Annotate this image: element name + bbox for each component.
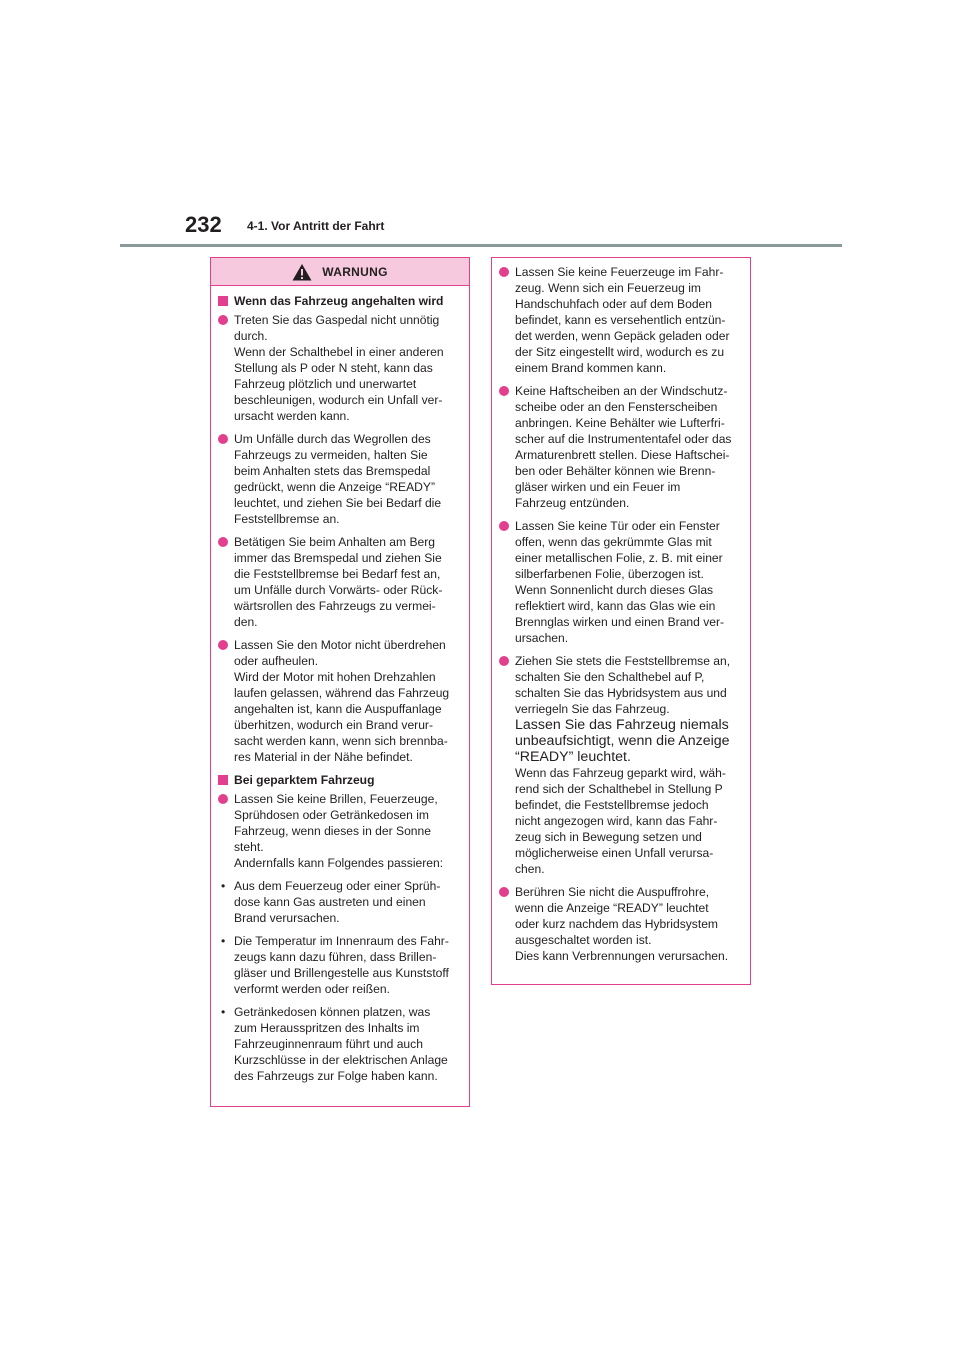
list-item: Lassen Sie keine Tür oder ein Fenster offen, wenn das gekrümmte Glas mit einer metallischen Folie, z. B. mit einer silberfarbenen Folie, überzogen ist. Wenn Sonnenlicht durch dieses Glas reflektiert wird, kann das Glas wie ein Brennglas wirken und einen Brand ver- ursachen. <box>499 518 742 646</box>
square-bullet-icon <box>218 775 228 785</box>
dot-bullet-icon: • <box>221 934 226 948</box>
list-item: Treten Sie das Gaspedal nicht unnötig durch. Wenn der Schalthebel in einer anderen Stellung als P oder N steht, kann das Fahrzeug plötzlich und unerwartet beschleunigen, wodurch ein Unfall ver- ursacht werden kann. <box>218 312 461 424</box>
circle-bullet-icon <box>218 537 228 547</box>
list-item: Betätigen Sie beim Anhalten am Berg immer das Bremspedal und ziehen Sie die Feststellbremse bei Bedarf fest an, um Unfälle durch Vorwärts- oder Rück- wärtsrollen des Fahrzeugs zu vermei- den. <box>218 534 461 630</box>
dot-bullet-icon: • <box>221 879 226 893</box>
warning-header <box>211 258 469 286</box>
circle-bullet-icon <box>499 521 509 531</box>
sub-list-item: • Getränkedosen können platzen, was zum Herausspritzen des Inhalts im Fahrzeuginnenraum führt und auch Kurzschlüsse in der elektrischen Anlage des Fahrzeugs zur Folge haben kann. <box>221 1005 448 1083</box>
circle-bullet-icon <box>499 887 509 897</box>
circle-bullet-icon <box>218 794 228 804</box>
page-number: 232 <box>185 212 222 237</box>
circle-bullet-icon <box>499 656 509 666</box>
section-title: 4-1. Vor Antritt der Fahrt <box>247 219 385 233</box>
list-item: Keine Haftscheiben an der Windschutz- scheibe oder an den Fensterscheiben anbringen. Keine Behälter wie Lufterfri- scher auf die Instrumententafel oder das Armaturenbrett stellen. Diese Haftschei- ben oder Behälter können wie Brenn- gläser wirken und ein Feuer im Fahrzeug entzünden. <box>499 383 742 511</box>
warning-triangle-icon <box>292 263 312 281</box>
warning-box-right <box>491 257 751 985</box>
list-item: Um Unfälle durch das Wegrollen des Fahrzeugs zu vermeiden, halten Sie beim Anhalten stets das Bremspedal gedrückt, wenn die Anzeige “READY” leuchtet, und ziehen Sie bei Bedarf die Feststellbremse an. <box>218 431 461 527</box>
list-item: Ziehen Sie stets die Feststellbremse an, schalten Sie den Schalthebel auf P, schalten Sie das Hybridsystem aus und verriegeln Sie das Fahrzeug. Lassen Sie das Fahrzeug niemals unbeaufsichtigt, wenn die Anzeige “READY” leuchtet. Wenn das Fahrzeug geparkt wird, wäh- rend sich der Schalthebel in Stellung P befindet, die Feststellbremse jedoch nicht angezogen wird, kann das Fahr- zeug sich in Bewegung setzen und möglicherweise einen Unfall verursa- chen. <box>499 653 742 877</box>
list-item: Lassen Sie keine Brillen, Feuerzeuge, Sprühdosen oder Getränkedosen im Fahrzeug, wenn dieses in der Sonne steht. Andernfalls kann Folgendes passieren: <box>218 791 461 871</box>
circle-bullet-icon <box>218 434 228 444</box>
circle-bullet-icon <box>499 267 509 277</box>
list-item: Berühren Sie nicht die Auspuffrohre, wenn die Anzeige “READY” leuchtet oder kurz nachdem das Hybridsystem ausgeschaltet worden ist. Dies kann Verbrennungen verursachen. <box>499 884 742 964</box>
warning-title: WARNUNG <box>322 264 388 279</box>
circle-bullet-icon <box>499 386 509 396</box>
square-bullet-icon <box>218 296 228 306</box>
dot-bullet-icon: • <box>221 1005 226 1019</box>
subheading-parked: Bei geparktem Fahrzeug <box>218 772 461 788</box>
list-item: Lassen Sie den Motor nicht überdrehen oder aufheulen. Wird der Motor mit hohen Drehzahlen laufen gelassen, während das Fahrzeug angehalten ist, kann die Auspuffanlage überhitzen, wodurch ein Brand verur- sacht werden kann, wenn sich brennba- res Material in der Nähe befindet. <box>218 637 461 765</box>
circle-bullet-icon <box>218 315 228 325</box>
subheading-stopped: Wenn das Fahrzeug angehalten wird <box>218 293 461 309</box>
list-item: Lassen Sie keine Feuerzeuge im Fahr- zeug. Wenn sich ein Feuerzeug im Handschuhfach oder auf dem Boden befindet, kann es versehentlich entzün- det werden, wenn Gepäck geladen oder der Sitz eingestellt wird, wodurch es zu einem Brand kommen kann. <box>499 264 742 376</box>
sub-list-item: • Aus dem Feuerzeug oder einer Sprüh- dose kann Gas austreten und einen Brand verursachen. <box>221 879 441 925</box>
sub-list-item: • Die Temperatur im Innenraum des Fahr- zeugs kann dazu führen, dass Brillen- gläser und Brillengestelle aus Kunststoff verformt werden oder reißen. <box>221 934 449 996</box>
header-rule <box>120 244 842 247</box>
warning-box-left <box>210 257 470 1107</box>
circle-bullet-icon <box>218 640 228 650</box>
